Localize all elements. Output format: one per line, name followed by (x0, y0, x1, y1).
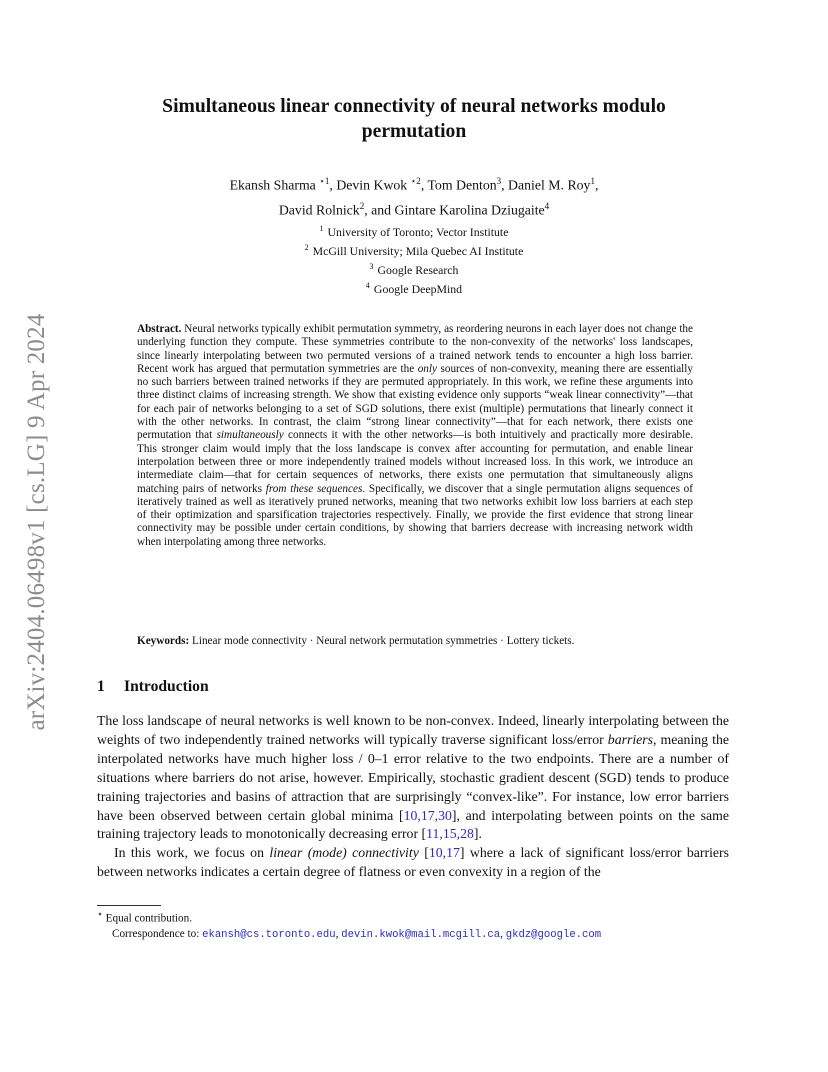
body-text: The loss landscape of neural networks is well known to be non-convex. Indeed, linearly interpolating between the weights of two independently trained networks will typically traverse significant loss/error (97, 713, 729, 747)
author-name: Tom Denton (427, 177, 497, 193)
abstract-label: Abstract. (137, 323, 182, 335)
author-separator: , (420, 177, 428, 193)
abstract-emphasis: from these sequences (265, 482, 363, 495)
title-line-1: Simultaneous linear connectivity of neural networks modulo (162, 96, 666, 117)
affiliation-text: McGill University; Mila Quebec AI Institute (312, 243, 524, 258)
arxiv-identifier-stamp (20, 291, 54, 753)
footnote-divider (97, 905, 161, 906)
body-text: ] where a lack of significant loss/error barriers between networks indicates a certain degree of flatness or even convexity in a region of the (97, 845, 729, 880)
citation-link[interactable]: 10,17 (428, 845, 460, 861)
affiliation-marker: 1 (319, 224, 324, 233)
affiliation-marker: 4 (365, 280, 370, 290)
affiliation-text: Google Research (377, 262, 459, 277)
affiliation-text: University of Toronto; Vector Institute (327, 224, 509, 239)
author-marker: 2 (359, 200, 365, 211)
affiliation-text: Google DeepMind (373, 281, 463, 296)
body-emphasis: barriers (607, 731, 654, 747)
citation-link[interactable]: 10,17,30 (403, 807, 452, 823)
citation-link[interactable]: 11,15,28 (426, 826, 474, 842)
author-marker: ⋆1 (319, 176, 330, 186)
footnotes (97, 908, 737, 943)
footnote-equal-contribution (97, 908, 737, 927)
author-name: Daniel M. Roy (508, 177, 591, 193)
email-link[interactable]: gkdz@google.com (505, 928, 602, 941)
affiliation-list (110, 221, 718, 297)
section-number: 1 (97, 678, 105, 695)
abstract-emphasis: simultaneously (216, 429, 284, 442)
body-text: , meaning the interpolated networks have much higher loss / 0–1 error relative to the two endpoints. There are a number of situations where barriers do not arise, however. Empirically, stochastic gradient descent (SGD) tends to produce training trajectories and basins of attraction that are surprisingly “convex-like”. For instance, low error barriers have been observed between certain global minima [ (97, 731, 730, 823)
author-separator: , and (364, 202, 395, 218)
affiliation-item (110, 221, 718, 240)
author-marker: 3 (496, 176, 502, 186)
introduction-body (97, 712, 729, 882)
footnote-marker: ⋆ (97, 910, 103, 920)
body-text: ], and interpolating between points on the same training trajectory leads to monotonically decreasing error [ (97, 807, 729, 842)
abstract-emphasis: only (417, 362, 437, 375)
author-separator: , (329, 177, 337, 193)
author-separator: , (594, 177, 599, 193)
paper-title (110, 94, 718, 144)
author-list (110, 171, 718, 220)
affiliation-marker: 2 (304, 242, 309, 252)
affiliation-item (110, 278, 718, 297)
author-name: Gintare Karolina Dziugaite (394, 202, 545, 218)
abstract-text: . Specifically, we discover that a single permutation aligns sequences of iteratively trained as well as iteratively pruned networks, meaning that two networks exhibit low loss barriers at each step of their optimization and sparsification trajectories respectively. Finally, we provide the first evidence that strong linear connectivity may be possible under certain conditions, by showing that barriers decrease with increasing network width when interpolating among three networks. (137, 482, 693, 548)
section-heading (97, 678, 209, 696)
affiliation-item (110, 240, 718, 259)
email-link[interactable]: devin.kwok@mail.mcgill.ca (341, 928, 501, 941)
abstract-text: Neural networks typically exhibit permutation symmetry, as reordering neurons in each layer does not change the underlying function they compute. These symmetries contribute to the non-convexity of the networks' loss landscapes, since linearly interpolating between two permuted versions of a trained network tends to encounter a high loss barrier. Recent work has argued that permutation symmetries are the (137, 323, 693, 375)
author-marker: 4 (544, 200, 550, 211)
affiliation-item (110, 259, 718, 278)
author-name: Devin Kwok (336, 177, 408, 193)
body-text: In this work, we focus on (114, 845, 270, 861)
abstract (137, 323, 693, 549)
author-marker: ⋆2 (410, 176, 421, 186)
abstract-text: sources of non-convexity, meaning there are essentially no such barriers between trained networks if they are permuted appropriately. In this work, we refine these arguments into three distinct claims of increasing strength. We show that existing evidence only supports “weak linear connectivity”—that for each pair of networks belonging to a set of SGD solutions, there exist (multiple) permutations that linearly connect it with the other networks. In contrast, the claim “strong linear connectivity”—that for each network, there exists one permutation that (137, 362, 693, 442)
affiliation-marker: 3 (369, 261, 374, 271)
keywords (137, 634, 693, 648)
footnote-text: Equal contribution. (102, 912, 193, 925)
email-link[interactable]: ekansh@cs.toronto.edu (202, 928, 336, 941)
body-text: [ (418, 845, 429, 861)
author-name: David Rolnick (278, 202, 360, 218)
keywords-label: Keywords: (137, 635, 190, 647)
author-line-1 (110, 171, 718, 196)
abstract-text: connects it with the other networks—is both intuitively and practically more desirable. This stronger claim would imply that the loss landscape is convex after accounting for permutation, and enable linear interpolation between three or more independently trained models without increased loss. In this work, we introduce an intermediate claim—that for certain sequences of networks, there exists one permutation that simultaneously aligns matching pairs of networks (137, 429, 693, 495)
footnote-correspondence: Correspondence to: ekansh@cs.toronto.edu, devin.kwok@mail.mcgill.ca, gkdz@google.com (112, 927, 602, 941)
author-line-2 (110, 196, 718, 221)
author-name: Ekansh Sharma (229, 177, 316, 193)
body-emphasis: linear (mode) connectivity (269, 845, 419, 861)
author-marker: 1 (590, 176, 595, 186)
section-title: Introduction (124, 678, 209, 695)
arxiv-identifier-text: arXiv:2404.06498v1 [cs.LG] 9 Apr 2024 (23, 313, 50, 731)
intro-paragraph-2 (97, 844, 729, 882)
title-line-2: permutation (361, 121, 467, 142)
body-text: ]. (473, 826, 482, 842)
intro-paragraph-1 (97, 712, 729, 844)
keywords-text: Linear mode connectivity · Neural network permutation symmetries · Lottery tickets. (189, 635, 575, 647)
footnote-text: Correspondence to: (112, 927, 203, 940)
author-separator: , (501, 177, 509, 193)
